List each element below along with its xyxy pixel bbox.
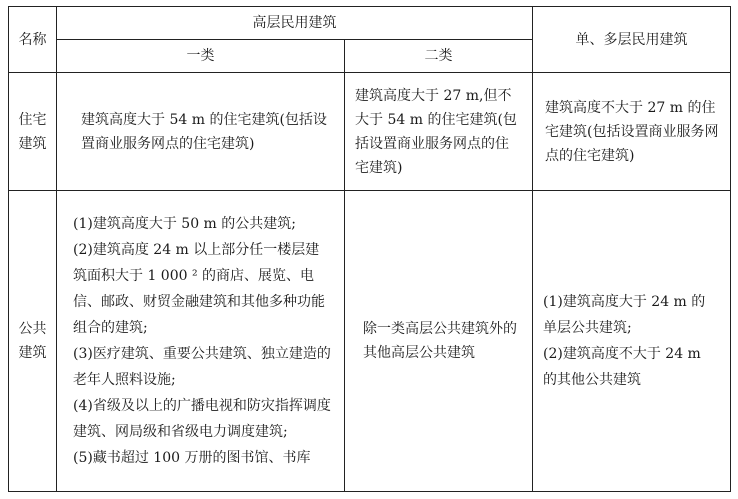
header-class-one-cell bbox=[57, 40, 345, 73]
public-name-line2: 建筑 bbox=[18, 345, 47, 361]
public-name-line1: 公共 bbox=[18, 321, 47, 337]
list-item: (4)省级及以上的广播电视和防灾指挥调度建筑、网局级和省级电力调度建筑; bbox=[73, 398, 331, 440]
residential-name-line2: 建筑 bbox=[18, 135, 47, 152]
public-name-cell bbox=[9, 191, 57, 492]
residential-class-one-cell bbox=[57, 73, 345, 191]
public-class-two-cell bbox=[345, 191, 533, 492]
residential-name-line1: 住宅 bbox=[18, 111, 47, 128]
header-name-cell bbox=[9, 7, 57, 73]
header-class-two-cell bbox=[345, 40, 533, 73]
public-class-one-cell bbox=[57, 191, 345, 492]
list-item: (1)建筑高度大于 24 m 的单层公共建筑; bbox=[543, 294, 706, 336]
residential-name-cell bbox=[9, 73, 57, 191]
header-name-label: 名称 bbox=[18, 31, 47, 48]
list-item: (5)藏书超过 100 万册的图书馆、书库 bbox=[73, 450, 311, 466]
residential-row bbox=[9, 73, 731, 191]
list-item: (3)医疗建筑、重要公共建筑、独立建造的老年人照料设施; bbox=[73, 346, 331, 388]
list-item: (2)建筑高度不大于 24 m 的其他公共建筑 bbox=[543, 346, 701, 388]
residential-class-one-text: 建筑高度大于 54 m 的住宅建筑(包括设置商业服务网点的住宅建筑) bbox=[81, 111, 327, 152]
residential-low-rise-cell bbox=[533, 73, 731, 191]
public-low-rise-list bbox=[533, 289, 730, 393]
public-class-one-list bbox=[57, 211, 344, 471]
header-row-1 bbox=[9, 7, 731, 40]
public-low-rise-cell bbox=[533, 191, 731, 492]
residential-class-two-text: 建筑高度大于 27 m,但不大于 54 m 的住宅建筑(包括设置商业服务网点的住宅建筑) bbox=[355, 87, 517, 176]
list-item: (2)建筑高度 24 m 以上部分任一楼层建筑面积大于 1 000 ² 的商店、展览、电信、邮政、财贸金融建筑和其他多种功能组合的建筑; bbox=[73, 242, 325, 336]
residential-class-two-cell bbox=[345, 73, 533, 191]
header-high-rise-cell bbox=[57, 7, 533, 40]
header-class-one-label: 一类 bbox=[186, 48, 215, 64]
list-item: (1)建筑高度大于 50 m 的公共建筑; bbox=[73, 216, 296, 232]
header-low-rise-cell bbox=[533, 7, 731, 73]
header-class-two-label: 二类 bbox=[424, 48, 453, 64]
header-low-rise-label: 单、多层民用建筑 bbox=[575, 31, 688, 48]
header-high-rise-label: 高层民用建筑 bbox=[252, 15, 337, 31]
residential-low-rise-text: 建筑高度不大于 27 m 的住宅建筑(包括设置商业服务网点的住宅建筑) bbox=[545, 99, 719, 164]
building-classification-table bbox=[8, 6, 731, 492]
public-row bbox=[9, 191, 731, 492]
public-class-two-text: 除一类高层公共建筑外的其他高层公共建筑 bbox=[363, 321, 517, 361]
